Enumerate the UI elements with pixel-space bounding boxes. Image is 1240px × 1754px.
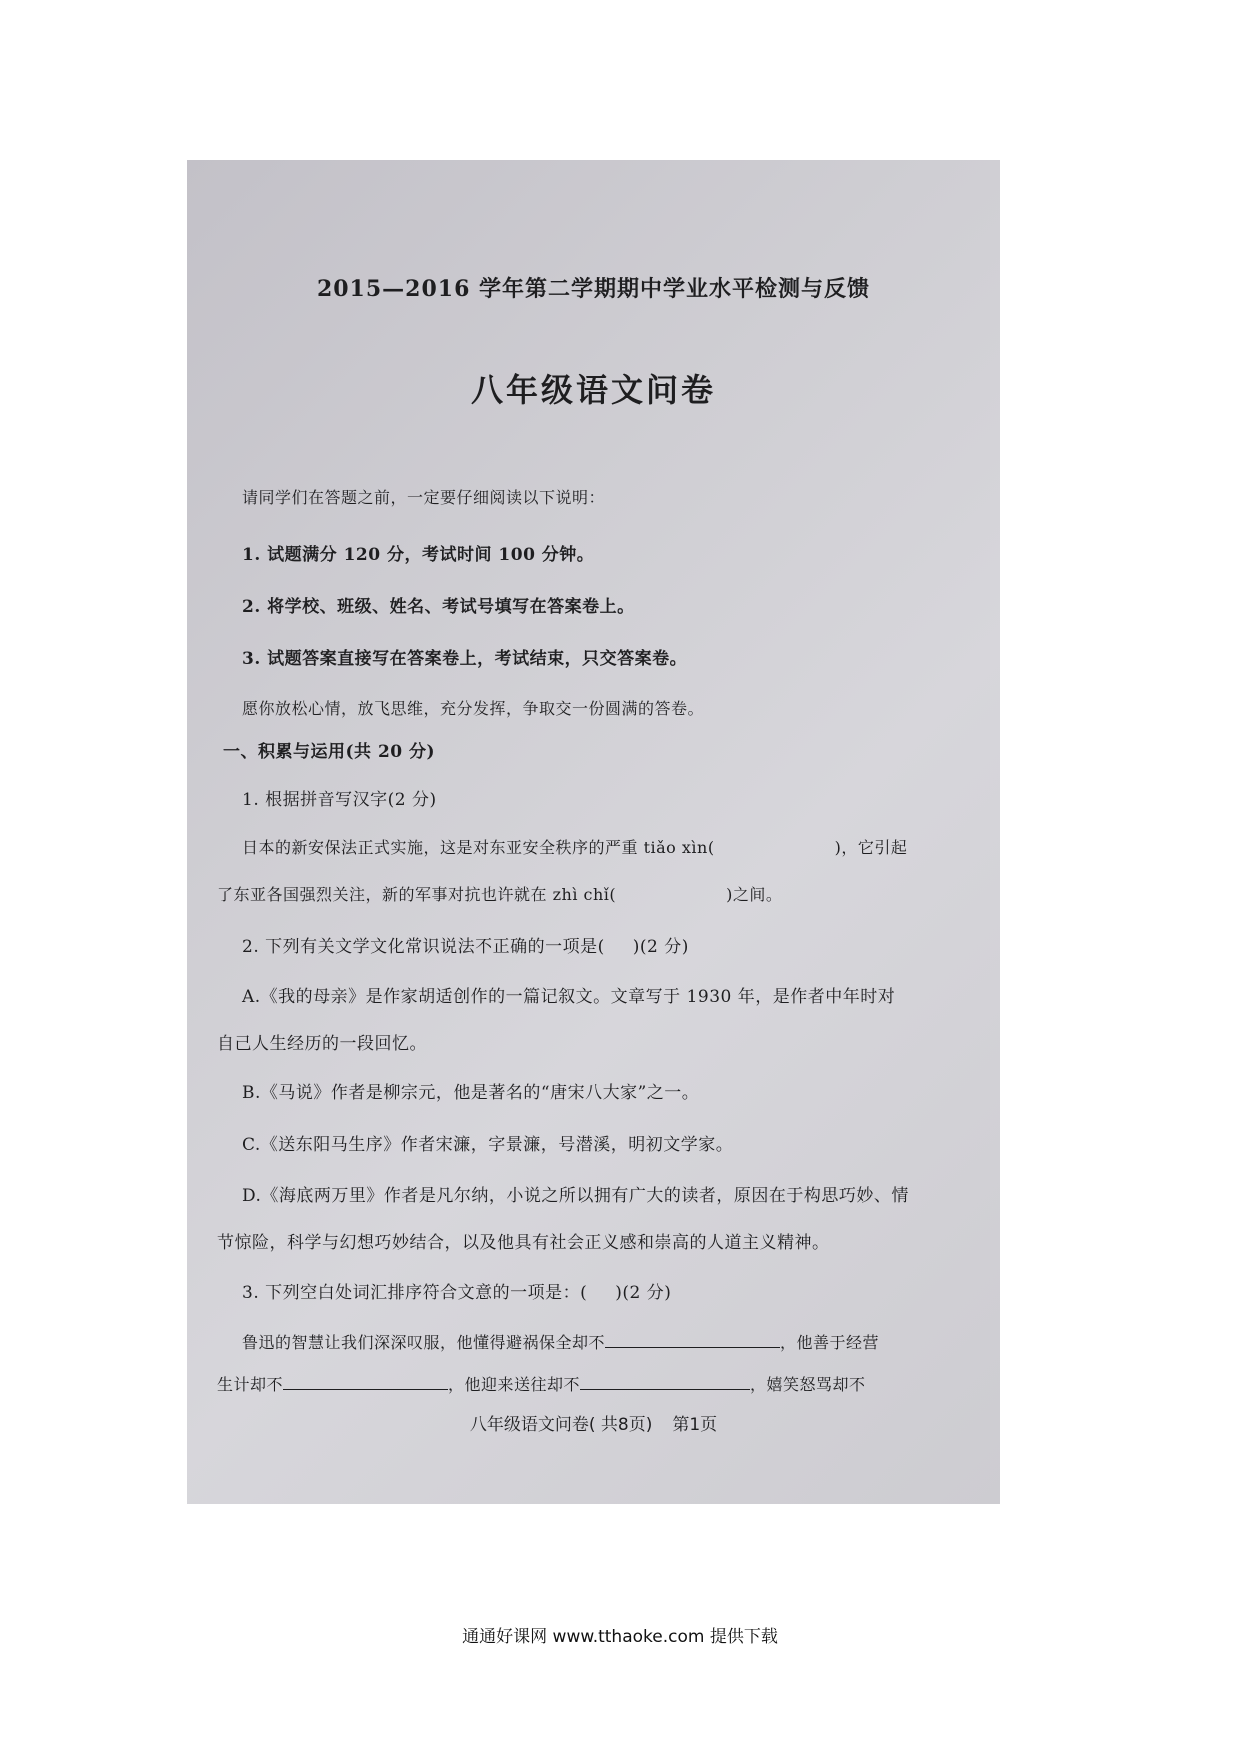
q2-title-end: )(2 分) — [632, 937, 689, 957]
q2-option-d-line1: D.《海底两万里》作者是凡尔纳，小说之所以拥有广大的读者，原因在于构思巧妙、情 — [242, 1186, 909, 1206]
q1-line1-text: 日本的新安保法正式实施，这是对东亚安全秩序的严重 tiǎo xìn( — [242, 838, 715, 857]
document-title: 八年级语文问卷 — [470, 371, 716, 409]
q1-title: 1. 根据拼音写汉字(2 分) — [242, 790, 437, 810]
q2-option-b: B.《马说》作者是柳宗元，他是著名的“唐宋八大家”之一。 — [242, 1083, 700, 1103]
exam-title: 2015—2016 学年第二学期期中学业水平检测与反馈 — [316, 276, 871, 302]
q2-option-d-line2: 节惊险，科学与幻想巧妙结合，以及他具有社会正义感和崇高的人道主义精神。 — [217, 1233, 830, 1253]
footer-label: 八年级语文问卷( 共8页) — [469, 1415, 653, 1435]
q1-line2-text: 了东亚各国强烈关注，新的军事对抗也许就在 zhì chǐ( — [217, 885, 617, 904]
download-credit: 通通好课网 www.tthaoke.com 提供下载 — [462, 1627, 778, 1647]
q3-title-start: 3. 下列空白处词汇排序符合文意的一项是：( — [242, 1283, 588, 1303]
q1-line1-end: )，它引起 — [834, 838, 908, 857]
q3-blank-2 — [283, 1375, 448, 1390]
q2-option-a-line2: 自己人生经历的一段回忆。 — [217, 1034, 427, 1054]
q2-option-a-line1: A.《我的母亲》是作家胡适创作的一篇记叙文。文章写于 1930 年，是作者中年时对 — [242, 987, 896, 1007]
exam-paper-photo — [187, 160, 1000, 1504]
q2-title-start: 2. 下列有关文学文化常识说法不正确的一项是( — [242, 937, 605, 957]
q1-line2 — [217, 882, 782, 905]
q3-line2-start: 生计却不 — [217, 1375, 284, 1394]
q2-option-c: C.《送东阳马生序》作者宋濂，字景濂，号潜溪，明初文学家。 — [242, 1135, 734, 1155]
q1-line2-end: )之间。 — [726, 885, 783, 904]
instruction-item-2: 2. 将学校、班级、姓名、考试号填写在答案卷上。 — [242, 597, 635, 617]
instruction-item-3: 3. 试题答案直接写在答案卷上，考试结束，只交答案卷。 — [242, 649, 688, 669]
q3-title — [242, 1278, 671, 1303]
section1-heading: 一、积累与运用(共 20 分) — [223, 742, 436, 762]
q3-line1-start: 鲁迅的智慧让我们深深叹服，他懂得避祸保全却不 — [242, 1333, 606, 1352]
q2-title — [242, 932, 689, 957]
q3-line2 — [217, 1372, 866, 1395]
q3-line1 — [242, 1330, 879, 1353]
q3-line2-mid: ，他迎来送往却不 — [448, 1375, 581, 1394]
instructions-intro: 请同学们在答题之前，一定要仔细阅读以下说明： — [242, 488, 606, 507]
q3-blank-1 — [605, 1333, 780, 1348]
q3-line2-end: ，嬉笑怒骂却不 — [750, 1375, 866, 1394]
instructions-wish: 愿你放松心情，放飞思维，充分发挥，争取交一份圆满的答卷。 — [242, 699, 705, 718]
footer-page-number: 第1页 — [672, 1415, 718, 1435]
q3-line1-end: ，他善于经营 — [780, 1333, 880, 1352]
instruction-item-1: 1. 试题满分 120 分，考试时间 100 分钟。 — [242, 545, 595, 565]
q3-blank-3 — [580, 1375, 750, 1390]
q1-line1 — [242, 835, 907, 858]
page-footer — [187, 1410, 1000, 1435]
q3-title-end: )(2 分) — [615, 1283, 672, 1303]
